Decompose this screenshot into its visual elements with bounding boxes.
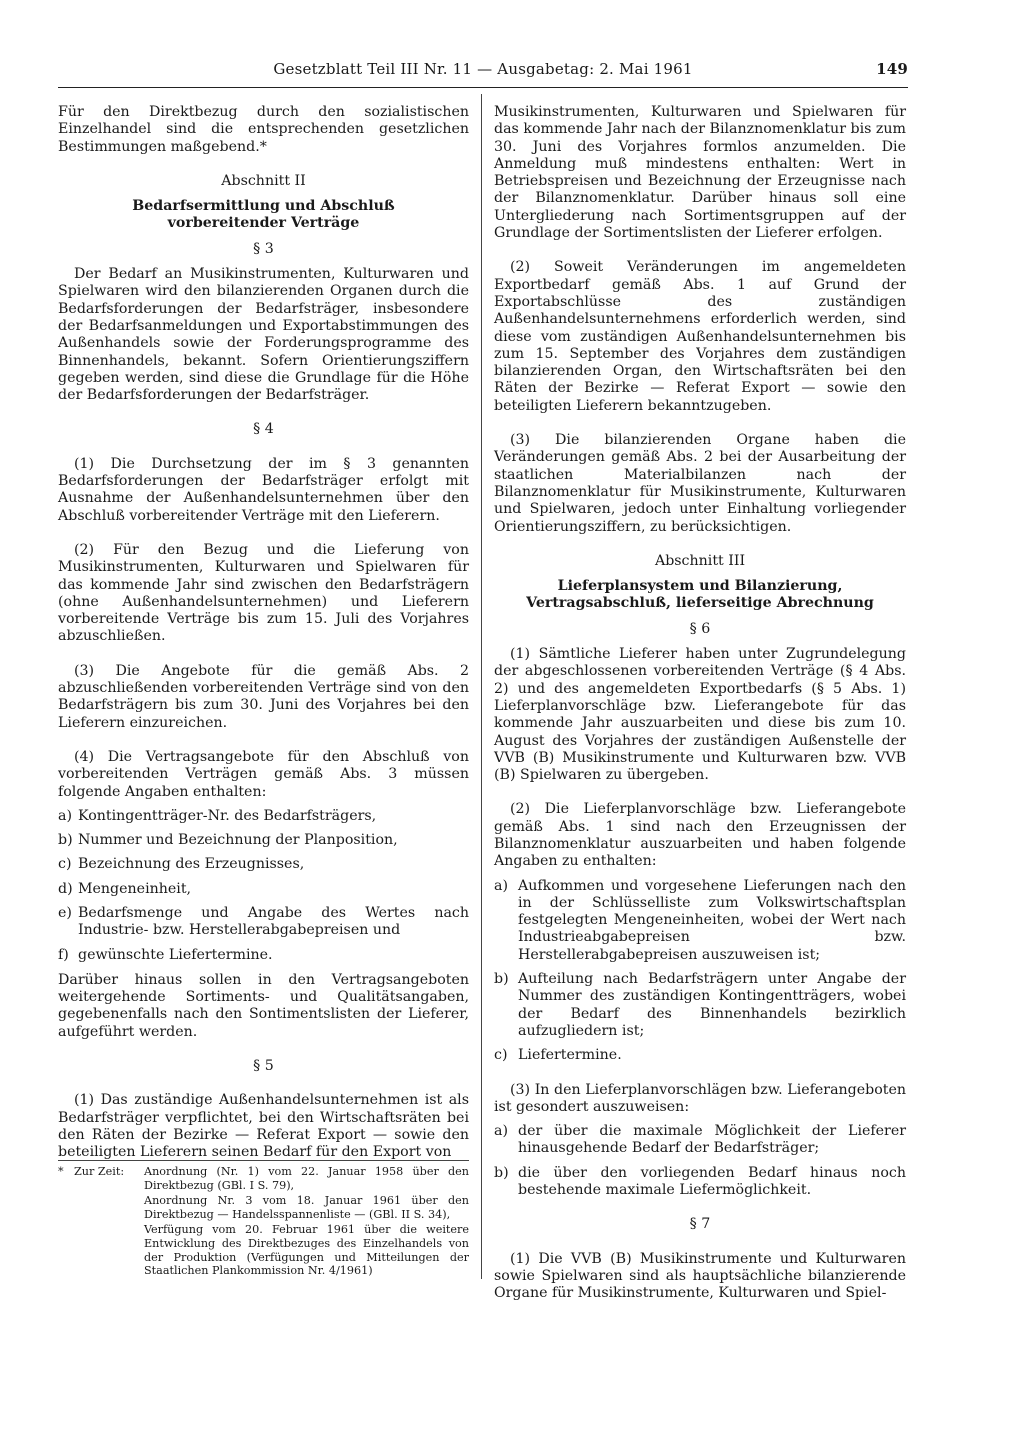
section-4-closing: Darüber hinaus sollen in den Vertragsangeboten weitergehende Sortiments- und Qualitätsangaben, gegebenenfalls nach den Sontimentslisten der Lieferer, aufgeführt werden. bbox=[58, 971, 469, 1040]
footnotes bbox=[58, 1160, 469, 1280]
section-4-para-1: (1) Die Durchsetzung der im § 3 genannten Bedarfsforderungen der Bedarfsträger erfolgt mit Ausnahme der Außenhandelsunternehmen über den Abschluß vorbereitender Verträge mit den Lieferern. bbox=[58, 455, 469, 524]
section-3-text: Der Bedarf an Musikinstrumenten, Kulturwaren und Spielwaren wird den bilanzierenden Organen durch die Bedarfsforderungen der Bedarfsträger, insbesondere der Bedarfsanmeldungen und Exportabstimmungen des Außenhandels sowie der Forderungsprogramme des Binnenhandels, bekannt. Sofern Orientierungsziffern gegeben werden, sind diese die Grundlage für die Höhe der Bedarfsforderungen der Bedarfsträger. bbox=[58, 266, 469, 404]
section-7-para-1: (1) Die VVB (B) Musikinstrumente und Kulturwaren sowie Spielwaren sind als hauptsächliche bilanzierende Organe für Musikinstrumente, Kulturwaren und Spiel- bbox=[494, 1250, 906, 1302]
list-item: b) die über den vorliegenden Bedarf hinaus noch bestehende maximale Liefermöglichkeit. bbox=[494, 1164, 906, 1199]
right-column bbox=[494, 104, 906, 1303]
section-6-list-2 bbox=[494, 878, 906, 1065]
page-header bbox=[58, 60, 908, 84]
left-column bbox=[58, 104, 469, 1162]
section-4-para-2: (2) Für den Bezug und die Lieferung von Musikinstrumenten, Kulturwaren und Spielwaren für das kommende Jahr sind zwischen den Bedarfsträgern (ohne Außenhandelsunternehmen) und Lieferern vorbereitende Verträge bis zum 15. Juli des Vorjahres abzuschließen. bbox=[58, 541, 469, 645]
list-item: c) Liefertermine. bbox=[494, 1047, 622, 1064]
section-4-para-4: (4) Die Vertragsangebote für den Abschluß von vorbereitenden Verträgen gemäß Abs. 3 müssen folgende Angaben enthalten: bbox=[58, 748, 469, 800]
footnote-label: Zur Zeit: bbox=[74, 1165, 125, 1178]
section-6-heading: § 6 bbox=[689, 620, 711, 637]
footnote-block bbox=[58, 1165, 469, 1280]
section-4-heading: § 4 bbox=[253, 421, 274, 438]
section-6-para-2: (2) Die Lieferplanvorschläge bzw. Lieferangebote gemäß Abs. 1 sind nach den Erzeugnissen der Bilanznomenklatur auszuarbeiten und haben folgende Angaben zu enthalten: bbox=[494, 801, 906, 870]
abschnitt-3-title-line2: Vertragsabschluß, lieferseitige Abrechnung bbox=[526, 595, 874, 612]
section-6-para-1: (1) Sämtliche Lieferer haben unter Zugrundelegung der abgeschlossenen vorbereitenden Verträge (§ 4 Abs. 2) und des angemeldeten Exportbedarfs (§ 5 Abs. 1) Lieferplanvorschläge bzw. Lieferangebote für das kommende Jahr auszuarbeiten und diese bis zum 10. August des Vorjahres der zuständigen Außenstelle der VVB (B) Musikinstrumente und Kulturwaren bzw. VVB (B) Spielwaren zu übergeben. bbox=[494, 646, 906, 784]
abschnitt-2-title-line2: vorbereitender Verträge bbox=[167, 215, 360, 232]
abschnitt-2-title-line1: Bedarfsermittlung und Abschluß bbox=[132, 198, 395, 215]
section-7-heading: § 7 bbox=[689, 1216, 711, 1233]
intro-paragraph: Für den Direktbezug durch den sozialistischen Einzelhandel sind die entsprechenden gesetzlichen Bestimmungen maßgebend.* bbox=[58, 104, 469, 155]
list-item: c) Bezeichnung des Erzeugnisses, bbox=[58, 856, 305, 873]
footnote-entry: Verfügung vom 20. Februar 1961 über die weitere Entwicklung des Direktbezuges des Einzelhandels von der Produktion (Verfügungen und Mitteilungen der Staatlichen Plankommission Nr. 4/1961) bbox=[144, 1223, 469, 1278]
footnote-entry: Anordnung Nr. 3 vom 18. Januar 1961 über den Direktbezug — Handelsspannenliste — (GBl. II S. 34), bbox=[144, 1194, 469, 1221]
abschnitt-3-label: Abschnitt III bbox=[654, 552, 746, 569]
header-rule bbox=[58, 87, 908, 88]
section-6-para-3: (3) In den Lieferplanvorschlägen bzw. Lieferangeboten ist gesondert auszuweisen: bbox=[494, 1081, 906, 1115]
section-5-heading: § 5 bbox=[253, 1058, 274, 1075]
section-5-para-1: (1) Das zuständige Außenhandelsunternehmen ist als Bedarfsträger verpflichtet, bei den Wirtschaftsräten bei den Räten der Bezirke — Referat Export — sowie den beteiligten Lieferern seinen Bedarf für den Export von bbox=[58, 1092, 469, 1161]
abschnitt-3-title-line1: Lieferplansystem und Bilanzierung, bbox=[557, 578, 843, 595]
list-item: f) gewünschte Liefertermine. bbox=[58, 946, 273, 963]
section-6-list-3 bbox=[494, 1123, 906, 1199]
column-divider bbox=[481, 94, 482, 1279]
list-item: e) Bedarfsmenge und Angabe des Wertes nach Industrie- bzw. Herstellerabgabepreisen und bbox=[58, 904, 469, 939]
footnote-marker: * bbox=[58, 1165, 64, 1178]
list-item: a) der über die maximale Möglichkeit der Lieferer hinausgehende Bedarf der Bedarfsträger; bbox=[494, 1123, 906, 1157]
footnote-entry: Anordnung (Nr. 1) vom 22. Januar 1958 über den Direktbezug (GBl. I S. 79), bbox=[144, 1165, 469, 1192]
header-title: Gesetzblatt Teil III Nr. 11 — Ausgabetag: 2. Mai 1961 bbox=[273, 60, 693, 78]
list-item: a) Aufkommen und vorgesehene Lieferungen nach den in der Schlüsselliste zum Volkswirtschaftsplan festgelegten Mengeneinheiten, wobei der Wert nach Industrieabgabepreisen bzw. Herstellerabgabepreisen auszuweisen ist; bbox=[494, 877, 906, 963]
list-item: b) Aufteilung nach Bedarfsträgern unter Angabe der Nummer des zuständigen Kontingentträgers, wobei der Bedarf des Binnenhandels bezirklich aufzugliedern ist; bbox=[494, 971, 906, 1039]
section-3-heading: § 3 bbox=[253, 240, 274, 257]
section-5-para-2: (2) Soweit Veränderungen im angemeldeten Exportbedarf gemäß Abs. 1 auf Grund der Exportabschlüsse des zuständigen Außenhandelsunternehmens erforderlich werden, sind diese vom zuständigen Außenhandelsunternehmen bis zum 15. September des Vorjahres dem zuständigen bilanzierenden Organ, den Wirtschaftsräten bei den Räten der Bezirke — Referat Export — sowie den beteiligten Lieferern bekanntzugeben. bbox=[494, 259, 906, 414]
page-number: 149 bbox=[876, 60, 908, 78]
section-4-list bbox=[58, 808, 469, 964]
section-5-continuation: Musikinstrumenten, Kulturwaren und Spielwaren für das kommende Jahr nach der Bilanznomenklatur bis zum 30. Juni des Vorjahres formlos anzumelden. Die Anmeldung muß mindestens enthalten: Wert in Betriebspreisen und Bezeichnung der Erzeugnisse nach der Bilanznomenklatur. Darüber hinaus soll eine Untergliederung nach Sortimentsgruppen auf der Grundlage der Sortimentslisten der Lieferer erfolgen. bbox=[494, 104, 906, 242]
section-4-para-3: (3) Die Angebote für die gemäß Abs. 2 abzuschließenden vorbereitenden Verträge sind von den Bedarfsträgern bis zum 30. Juni des Vorjahres bei den Lieferern einzureichen. bbox=[58, 662, 469, 731]
list-item: a) Kontingentträger-Nr. des Bedarfsträgers, bbox=[58, 807, 377, 824]
section-5-para-3: (3) Die bilanzierenden Organe haben die Veränderungen gemäß Abs. 2 bei der Ausarbeitung der staatlichen Materialbilanzen nach der Bilanznomenklatur für Musikinstrumente, Kulturwaren und Spielwaren, jedoch unter Einhaltung vorliegender Orientierungsziffern, zu berücksichtigen. bbox=[494, 432, 906, 535]
footnote-entries bbox=[144, 1165, 469, 1280]
abschnitt-2-label: Abschnitt II bbox=[221, 172, 306, 189]
list-item: d) Mengeneinheit, bbox=[58, 880, 192, 897]
list-item: b) Nummer und Bezeichnung der Planposition, bbox=[58, 832, 398, 849]
